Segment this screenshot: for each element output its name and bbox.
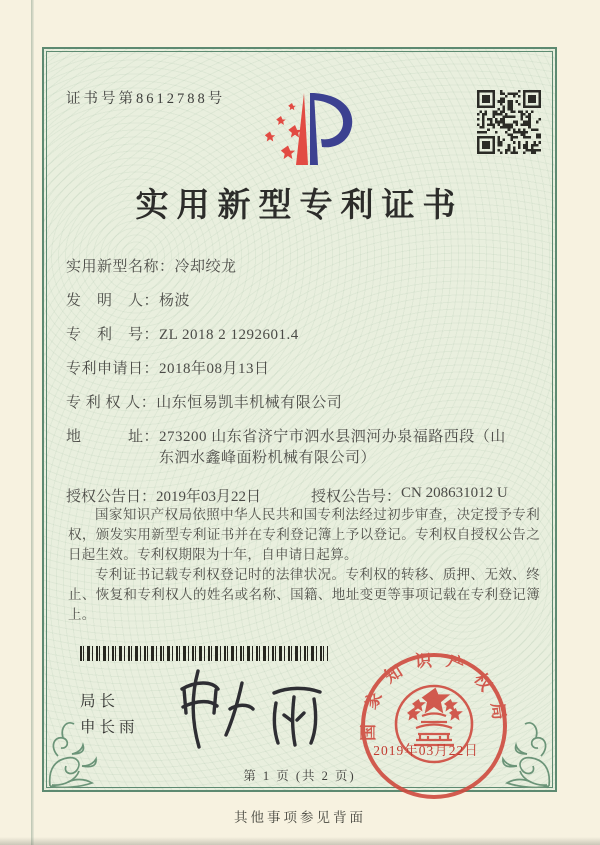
field-label: 发 明 人： bbox=[66, 293, 160, 309]
field-label: 实用新型名称： bbox=[66, 259, 175, 275]
field-row-address bbox=[66, 427, 544, 469]
grant-date-value: 2019年03月22日 bbox=[156, 489, 262, 505]
signer-name: 申长雨 bbox=[80, 719, 139, 736]
seal-date: 2019年03月22日 bbox=[373, 743, 479, 758]
certificate-number: 证书号第8612788号 bbox=[66, 91, 226, 107]
page-edge-shadow bbox=[31, 0, 34, 845]
grant-row bbox=[66, 485, 544, 506]
legal-paragraph-2: 专利证书记载专利权登记时的法律状况。专利权的转移、质押、无效、终止、恢复和专利权人的姓名或名称、国籍、地址变更等事项记载在专利登记簿上。 bbox=[68, 567, 540, 622]
legal-text bbox=[68, 505, 540, 625]
field-label: 专 利 号： bbox=[66, 327, 160, 343]
field-value: 山东恒易凯丰机械有限公司 bbox=[156, 395, 343, 411]
field-value: 2018年08月13日 bbox=[159, 361, 270, 377]
field-value: 273200 山东省济宁市泗水县泗河办泉福路西段（山东泗水鑫峰面粉机械有限公司） bbox=[159, 429, 506, 466]
field-label: 地 址： bbox=[66, 429, 160, 445]
qr-code-icon bbox=[477, 90, 541, 154]
field-row-filing-date bbox=[66, 359, 544, 380]
field-row-inventor bbox=[66, 291, 544, 312]
certificate-frame bbox=[42, 47, 557, 792]
footer-note: 其他事项参见背面 bbox=[234, 810, 366, 825]
cnipa-patent-logo-icon bbox=[248, 85, 356, 171]
field-row-utility-model-name bbox=[66, 257, 544, 278]
page-number: 第 1 页 (共 2 页) bbox=[243, 769, 356, 783]
field-value: ZL 2018 2 1292601.4 bbox=[159, 327, 299, 343]
signer-title: 局长 bbox=[80, 693, 120, 710]
field-list bbox=[66, 257, 544, 506]
field-value: 冷却绞龙 bbox=[174, 259, 237, 275]
certificate-title: 实用新型专利证书 bbox=[135, 188, 464, 224]
legal-paragraph-1: 国家知识产权局依照中华人民共和国专利法经过初步审查，决定授予专利权，颁发实用新型专利证书并在专利登记簿上予以登记。专利权自授权公告之日起生效。专利权期限为十年，自申请日起算。 bbox=[68, 507, 540, 562]
grant-no-label: 授权公告号： bbox=[311, 489, 402, 505]
field-label: 专 利 权 人： bbox=[66, 395, 157, 411]
field-row-patentee bbox=[66, 393, 544, 414]
field-row-patent-number bbox=[66, 325, 544, 346]
field-value: 杨波 bbox=[159, 293, 191, 309]
field-label: 专利申请日： bbox=[66, 361, 160, 377]
page-bottom-shadow bbox=[0, 837, 600, 845]
grant-date-label: 授权公告日： bbox=[66, 489, 157, 505]
handwritten-signature-icon bbox=[172, 659, 328, 757]
seal-text: 国家知识产权局 bbox=[358, 650, 510, 742]
grant-no-value: CN 208631012 U bbox=[401, 485, 508, 501]
